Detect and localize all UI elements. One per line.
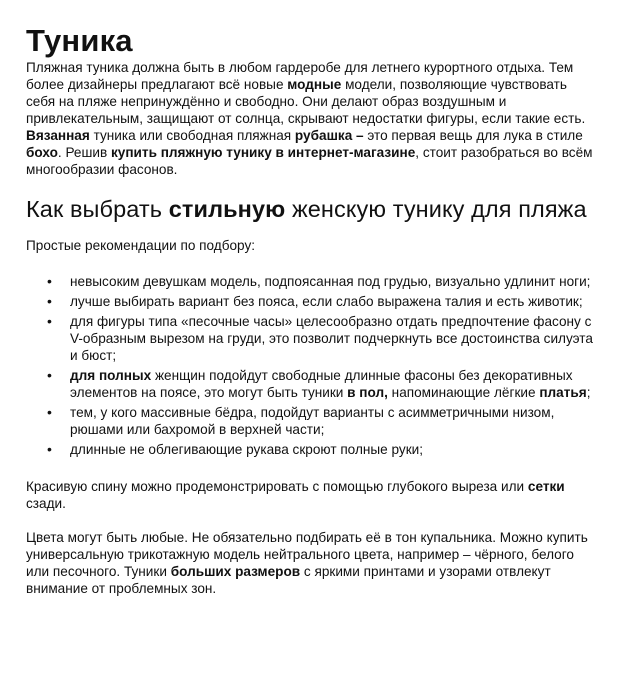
intro-paragraph: Пляжная туника должна быть в любом гардеробе для летнего курортного отдыха. Тем более дизайнеры предлагают всё новые модные модели, позволяющие чувствовать себя на пляже непринуждённо и свободно. Они делают образ воздушным и привлекательным, защищают от солнца, скрывают недостатки фигуры, если такие есть. Вязанная туника или свободная пляжная рубашка – это первая вещь для лука в стиле бохо. Решив купить пляжную тунику в интернет-магазине, стоит разобраться во всём многообразии фасонов. <box>26 60 593 177</box>
list-item-text: лучше выбирать вариант без пояса, если слабо выражена талия и есть животик; <box>70 294 583 309</box>
recommendations-list <box>26 273 598 458</box>
bold-text: модные <box>287 77 342 92</box>
list-item-text: для полных женщин подойдут свободные длинные фасоны без декоративных элементов на поясе, это могут быть туники в пол, напоминающие лёгкие платья; <box>70 368 591 400</box>
list-item-text: невысоким девушкам модель, подпоясанная под грудью, визуально удлинит ноги; <box>70 274 591 289</box>
bullet-icon: • <box>47 273 52 289</box>
list-item <box>26 293 598 310</box>
list-item <box>26 313 598 364</box>
bold-text: больших размеров <box>170 564 301 579</box>
section-heading: Как выбрать стильную женскую тунику для пляжа <box>26 196 587 222</box>
list-item <box>26 273 598 290</box>
colors-paragraph: Цвета могут быть любые. Не обязательно подбирать её в тон купальника. Можно купить универсальную трикотажную модель нейтрального цвета, например – чёрного, белого или песочного. Туники больших размеров с яркими принтами и узорами отвлекут внимание от проблемных зон. <box>26 530 588 596</box>
bullet-icon: • <box>47 367 52 383</box>
article <box>26 24 598 597</box>
list-item-text: длинные не облегивающие рукава скроют полные руки; <box>70 442 424 457</box>
list-item-text: для фигуры типа «песочные часы» целесообразно отдать предпочтение фасону с V-образным вырезом на груди, это позволит подчеркнуть все достоинства силуэта и бюст; <box>70 314 593 363</box>
list-item <box>26 367 598 401</box>
bold-text: стильную <box>168 196 286 222</box>
bold-text: для полных <box>70 368 152 383</box>
list-item-text: тем, у кого массивные бёдра, подойдут варианты с асимметричными низом, рюшами или бахромой в верхней части; <box>70 405 555 437</box>
bold-text: рубашка – <box>294 128 364 143</box>
bold-text: платья <box>539 385 587 400</box>
bullet-icon: • <box>47 293 52 309</box>
bullet-icon: • <box>47 313 52 329</box>
bold-text: бохо <box>26 145 58 160</box>
list-item <box>26 404 598 438</box>
page-title: Туника <box>26 23 133 58</box>
bullet-icon: • <box>47 441 52 457</box>
back-paragraph: Красивую спину можно продемонстрировать с помощью глубокого выреза или сетки сзади. <box>26 479 565 511</box>
bold-text: Вязанная <box>26 128 90 143</box>
bullet-icon: • <box>47 404 52 420</box>
recommendations-lead: Простые рекомендации по подбору: <box>26 238 256 253</box>
list-item <box>26 441 598 458</box>
bold-text: купить пляжную тунику в интернет-магазине <box>110 145 416 160</box>
bold-text: сетки <box>527 479 565 494</box>
bold-text: в пол, <box>347 385 388 400</box>
